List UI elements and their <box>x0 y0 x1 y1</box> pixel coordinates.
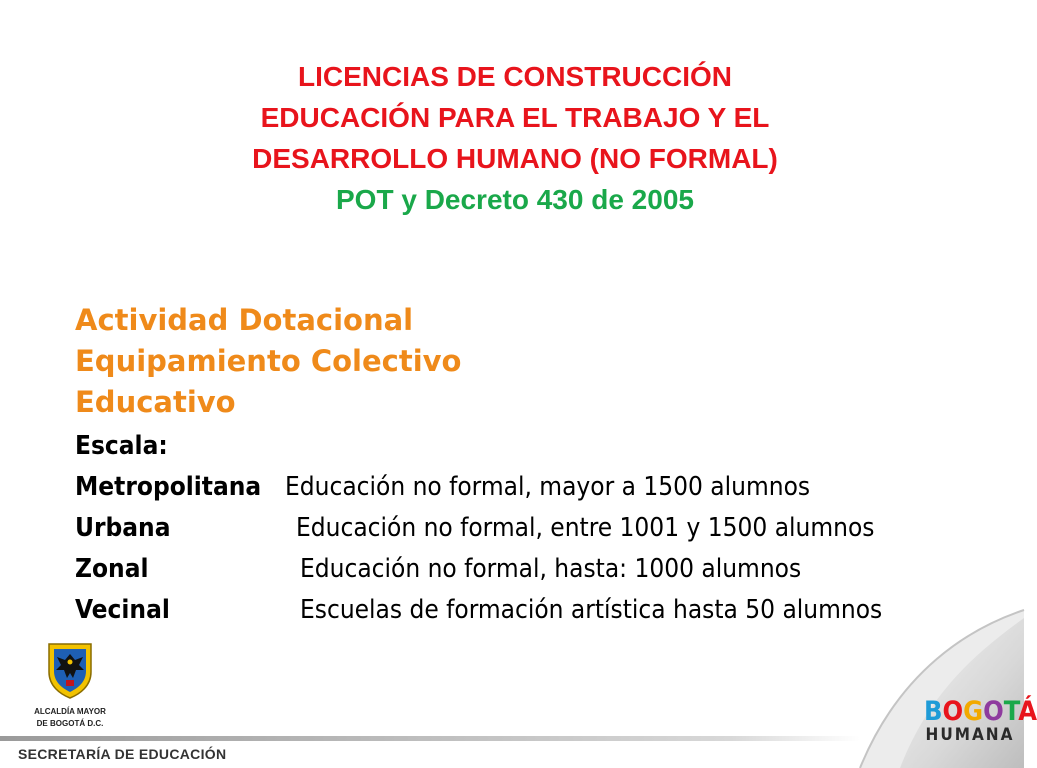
bogota-letter: G <box>963 696 984 727</box>
activity-line-1: Actividad Dotacional <box>75 303 414 337</box>
scale-row-metropolitana <box>75 467 811 508</box>
scale-name: Vecinal <box>75 595 170 625</box>
title-line-2: EDUCACIÓN PARA EL TRABAJO Y EL <box>260 102 770 133</box>
bogota-letter: O <box>942 696 964 727</box>
logo-caption-line-2: DE BOGOTÁ D.C. <box>36 719 104 728</box>
scale-desc: Educación no formal, mayor a 1500 alumnos <box>285 472 811 502</box>
scale-desc: Escuelas de formación artística hasta 50 alumnos <box>300 595 883 625</box>
coat-of-arms-icon <box>45 640 95 700</box>
bogota-letter: B <box>924 696 943 727</box>
scale-desc: Educación no formal, hasta: 1000 alumnos <box>300 554 802 584</box>
logo-caption-line-1: ALCALDÍA MAYOR <box>34 707 106 716</box>
bogota-letter: Á <box>1018 696 1037 727</box>
scale-name: Urbana <box>75 513 171 543</box>
bogota-letter: T <box>1003 696 1019 727</box>
scale-desc: Educación no formal, entre 1001 y 1500 alumnos <box>296 513 875 543</box>
scale-list <box>75 426 883 631</box>
slide-title <box>0 56 1030 220</box>
activity-line-3: Educativo <box>75 385 236 419</box>
footer-divider <box>0 736 860 741</box>
bogota-letter: O <box>983 696 1004 727</box>
title-line-1: LICENCIAS DE CONSTRUCCIÓN <box>297 61 732 92</box>
humana-wordmark: HUMANA <box>925 725 1015 745</box>
bogota-wordmark <box>924 696 1037 727</box>
scale-row-zonal <box>75 549 802 590</box>
scale-name: Metropolitana <box>75 472 262 502</box>
activity-line-2: Equipamiento Colectivo <box>75 344 462 378</box>
scale-header: Escala: <box>75 431 168 461</box>
activity-heading <box>75 300 461 423</box>
alcaldia-logo <box>18 640 122 729</box>
scale-name: Zonal <box>75 554 149 584</box>
title-line-3: DESARROLLO HUMANO (NO FORMAL) <box>252 143 778 174</box>
scale-row-urbana <box>75 508 875 549</box>
scale-row-vecinal <box>75 590 883 631</box>
footer-secretaria: SECRETARÍA DE EDUCACIÓN <box>18 746 227 762</box>
bogota-humana-logo <box>924 696 1037 745</box>
title-subtitle: POT y Decreto 430 de 2005 <box>336 184 694 215</box>
